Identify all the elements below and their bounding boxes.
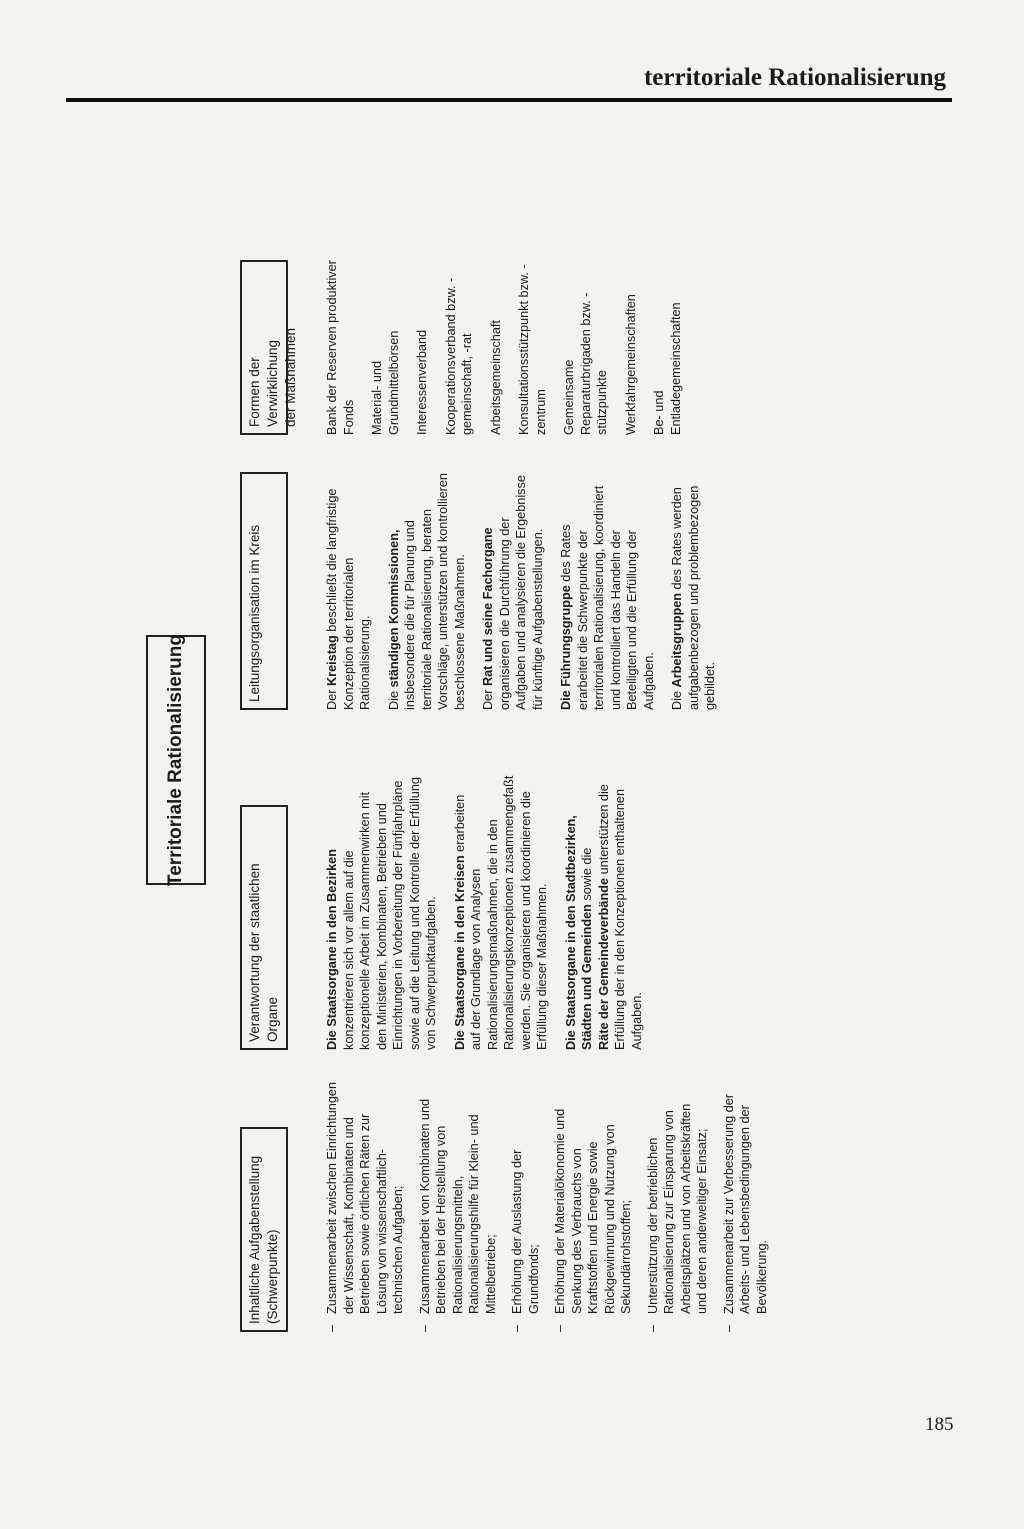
list-item: Material- und Grundmittelbörsen xyxy=(370,330,401,435)
list-item: – Zusammenarbeit zwischen Einrichtungen der Wissenschaft, Kombinaten und Betrieben sowie örtlichen Räten zur Lösung von wissenschaftlich-technischen Aufgaben; xyxy=(325,1081,405,1332)
list-item: Gemeinsame Reparaturbrigaden bzw. -stützpunkte xyxy=(562,292,609,435)
column-forms xyxy=(240,260,696,435)
paragraph: Die Staatsorgane in den Kreisen erarbeiten auf der Grundlage von Analysen Rationalisierungsmaßnahmen, die in den Rationalisierungskonzeptionen zusammengefaßt werden. Sie organisieren und koordinieren die Erfüllung dieser Maßnahmen. xyxy=(452,775,549,1050)
running-header-title: territoriale Rationalisierung xyxy=(643,64,946,91)
paragraph: Der Rat und seine Fachorgane organisieren die Durchführung der Aufgaben und analysieren die Ergebnisse für künftige Aufgabenstellungen. xyxy=(481,475,545,710)
list-item: Werkfahrgemeinschaften xyxy=(623,294,638,435)
main-title: Territoriale Rationalisierung xyxy=(146,635,206,885)
column-header-tasks: Inhaltliche Aufgabenstellung (Schwerpunkte) xyxy=(240,1127,288,1332)
page-number: 185 xyxy=(925,1414,954,1435)
list-item: Be- und Entladegemeinschaften xyxy=(652,302,683,435)
column-responsibility xyxy=(240,775,657,1050)
list-item: – Zusammenarbeit zur Verbesserung der Arbeits- und Lebensbedingungen der Bevölkerung. xyxy=(721,1093,769,1332)
paragraph: Die Staatsorgane in den Stadtbezirken, Städten und Gemeinden sowie die Räte der Gemeindeverbände unterstützen die Erfüllung der in den Konzeptionen enthaltenen Aufgaben. xyxy=(563,784,644,1050)
paragraph: Die Arbeitsgruppen des Rates werden aufgabenbezogen und problembezogen gebildet. xyxy=(670,485,717,710)
column-tasks xyxy=(240,1082,780,1332)
column-body-forms xyxy=(324,260,684,435)
column-management xyxy=(240,470,731,710)
header-rule xyxy=(66,98,952,102)
list-item: – Unterstützung der betrieblichen Rationalisierung zur Einsparung von Arbeitsplätzen und von Arbeitskräften und deren anderweitiger Einsatz; xyxy=(645,1103,709,1332)
column-header-forms: Formen der Verwirklichung der Maßnahmen xyxy=(240,260,288,435)
list-item: Kooperationsverband bzw. -gemeinschaft, -rat xyxy=(443,277,474,435)
column-body-management xyxy=(324,470,719,710)
list-item: Interessenverband xyxy=(415,329,429,435)
list-item: – Erhöhung der Materialökonomie und Senkung des Verbrauchs von Kraftstoffen und Energie sowie Rückgewinnung und Nutzung von Sekundärrohstoffen; xyxy=(553,1108,633,1332)
list-item: Konsultationsstützpunkt bzw. -zentrum xyxy=(517,264,548,435)
list-item: Arbeitsgemeinschaft xyxy=(488,320,503,435)
list-item: Bank der Reserven produktiver Fonds xyxy=(325,260,356,435)
column-body-tasks xyxy=(324,1082,770,1332)
paragraph: Die Führungsgruppe des Rates erarbeitet die Schwerpunkte der territorialen Rationalisierung, koordiniert und kontrolliert das Handeln der Beteiligten und die Erfüllung der Aufgaben. xyxy=(559,485,656,710)
paragraph: Die Staatsorgane in den Bezirken konzentrieren sich vor allem auf die konzeptionelle Arbeit im Zusammenwirken mit den Ministerien, Kombinaten, Betrieben und Einrichtungen in Vorbereitung der Fünfjahrpläne sowie auf die Leitung und Kontrolle der Erfüllung von Schwerpunktaufgaben. xyxy=(325,777,438,1050)
column-header-management: Leitungsorganisation im Kreis xyxy=(240,472,288,710)
paragraph: Der Kreistag beschließt die langfristige Konzeption der territorialen Rationalisierung. xyxy=(325,488,372,710)
column-header-responsibility: Verantwortung der staatlichen Organe xyxy=(240,805,288,1050)
column-body-responsibility xyxy=(324,775,645,1050)
rotated-table xyxy=(140,260,830,1350)
list-item: – Zusammenarbeit von Kombinaten und Betrieben bei der Herstellung von Rationalisierungsmitteln, Rationalisierungshilfe für Klein- und Mittelbetriebe; xyxy=(417,1098,498,1332)
list-item: – Erhöhung der Auslastung der Grundfonds; xyxy=(510,1149,541,1332)
paragraph: Die ständigen Kommissionen, insbesondere die für Planung und territoriale Rationalisierung, beraten Vorschläge, unterstützen und kontrollieren beschlossene Maßnahmen. xyxy=(386,473,467,710)
